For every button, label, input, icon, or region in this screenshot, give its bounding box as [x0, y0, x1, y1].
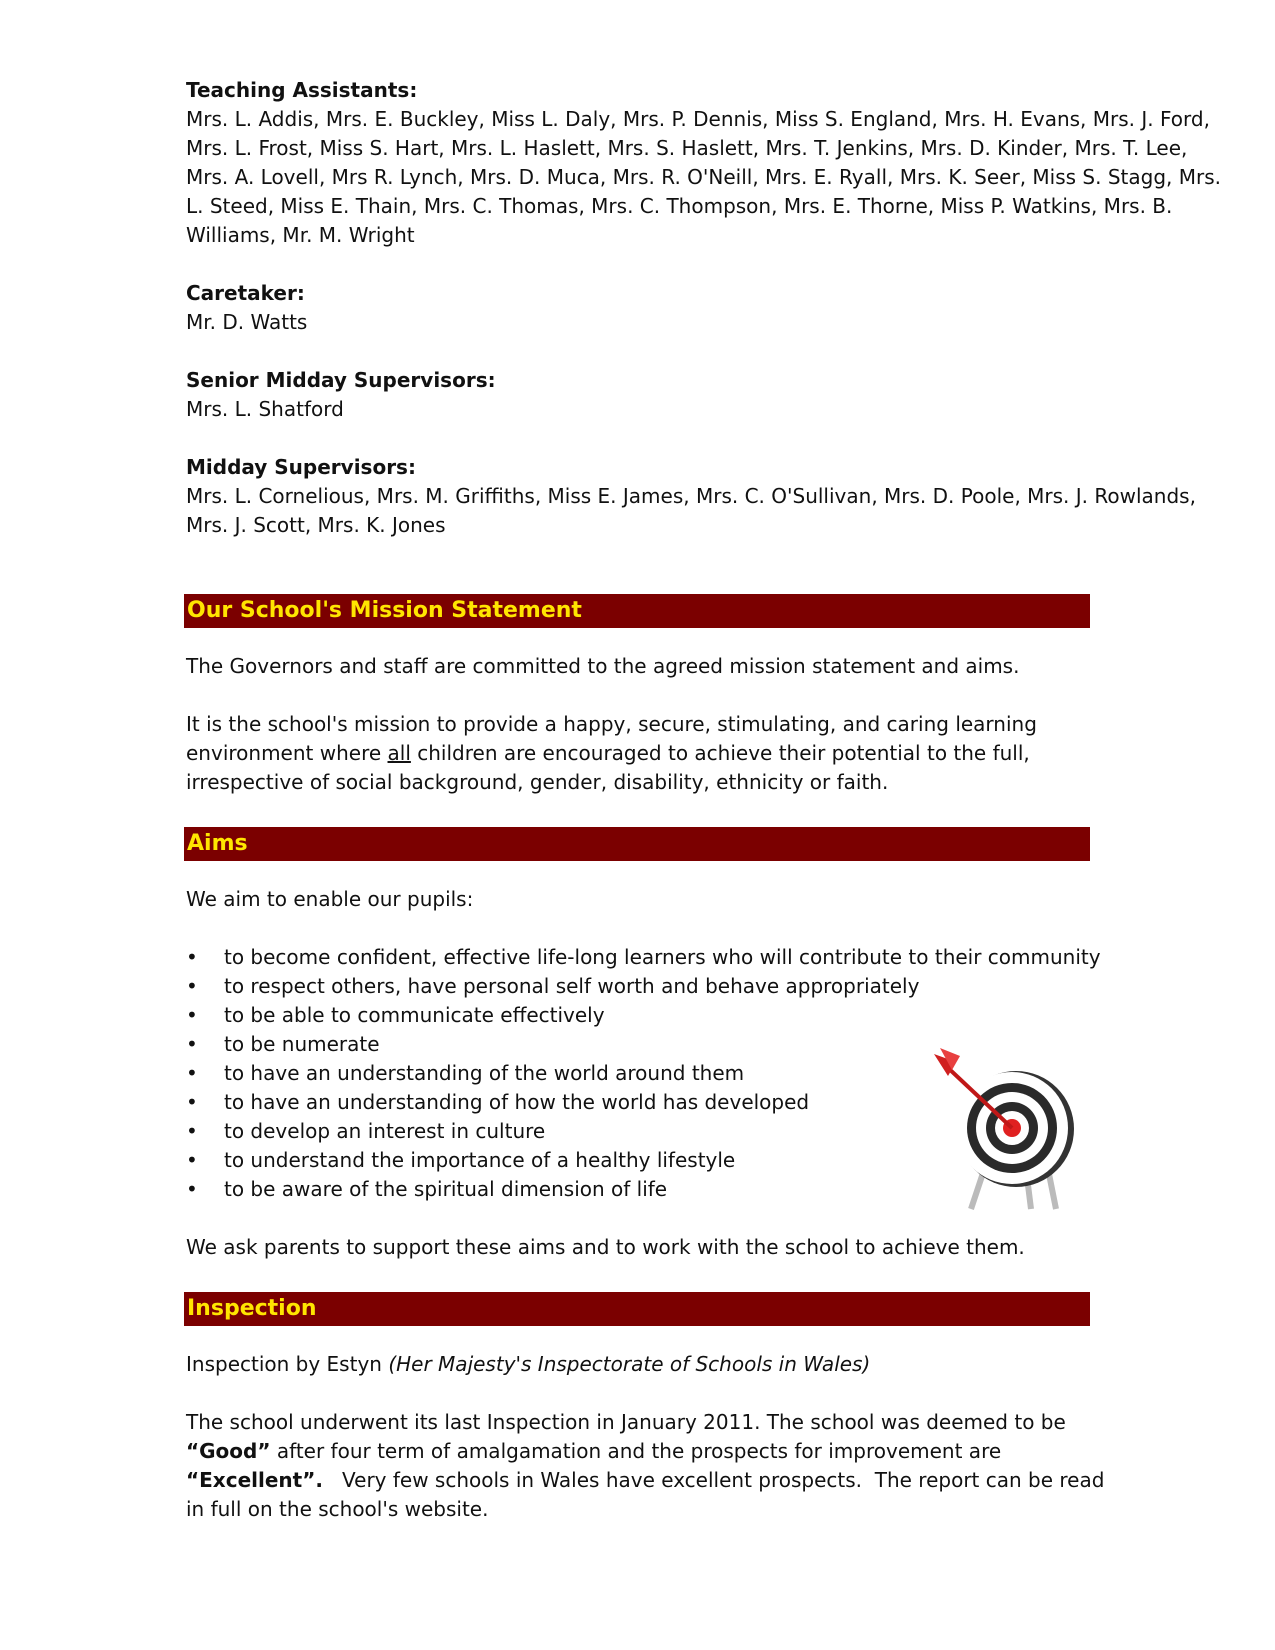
bullet: • — [186, 1119, 198, 1143]
names-line: Mrs. J. Scott, Mrs. K. Jones — [186, 513, 446, 537]
inspection-by — [186, 1350, 1226, 1379]
inspection-by-italic: (Her Majesty's Inspectorate of Schools in Wales) — [388, 1352, 871, 1376]
inspection-line — [186, 1437, 1226, 1466]
bullet: • — [186, 974, 198, 998]
names-line: Mrs. L. Addis, Mrs. E. Buckley, Miss L. Daly, Mrs. P. Dennis, Miss S. England, Mrs. H. Evans, Mrs. J. Ford, — [186, 107, 1210, 131]
bullet: • — [186, 1061, 198, 1085]
mission-text: children are encouraged to achieve their potential to the full, — [410, 741, 1030, 765]
mission-intro: The Governors and staff are committed to the agreed mission statement and aims. — [186, 654, 1020, 678]
mission-line: It is the school's mission to provide a happy, secure, stimulating, and caring learning — [186, 712, 1037, 736]
midday-heading: Midday Supervisors: — [186, 455, 416, 479]
aim-text: to have an understanding of how the world has developed — [224, 1090, 810, 1114]
names-line: Mrs. A. Lovell, Mrs R. Lynch, Mrs. D. Muca, Mrs. R. O'Neill, Mrs. E. Ryall, Mrs. K. Seer, Miss S. Stagg, Mrs. — [186, 165, 1221, 189]
inspection-line — [186, 1466, 1226, 1495]
names-line: Mrs. L. Cornelious, Mrs. M. Griffiths, Miss E. James, Mrs. C. O'Sullivan, Mrs. D. Poole, Mrs. J. Rowlands, — [186, 484, 1196, 508]
document-page — [186, 76, 1226, 1524]
caretaker-names: Mr. D. Watts — [186, 310, 308, 334]
inspection-by-text: Inspection by Estyn — [186, 1352, 389, 1376]
bullet: • — [186, 945, 198, 969]
target-icon — [926, 1044, 1096, 1214]
teaching-assistants-heading: Teaching Assistants: — [186, 78, 418, 102]
inspection-text: Very few schools in Wales have excellent prospects. The report can be read — [322, 1468, 1105, 1492]
caretaker-heading: Caretaker: — [186, 281, 305, 305]
aim-text: to have an understanding of the world around them — [224, 1061, 745, 1085]
list-item — [186, 943, 1226, 972]
inspection-line: in full on the school's website. — [186, 1497, 489, 1521]
bullet: • — [186, 1090, 198, 1114]
mission-statement-band: Our School's Mission Statement — [184, 594, 1090, 628]
mission-text: environment where — [186, 741, 388, 765]
inspection-bold: “Good” — [186, 1439, 271, 1463]
names-line: Mrs. L. Frost, Miss S. Hart, Mrs. L. Haslett, Mrs. S. Haslett, Mrs. T. Jenkins, Mrs. D. Kinder, Mrs. T. Lee, — [186, 136, 1188, 160]
bullet: • — [186, 1032, 198, 1056]
names-line: L. Steed, Miss E. Thain, Mrs. C. Thomas, Mrs. C. Thompson, Mrs. E. Thorne, Miss P. Watkins, Mrs. B. — [186, 194, 1173, 218]
inspection-line: The school underwent its last Inspection in January 2011. The school was deemed to be — [186, 1410, 1066, 1434]
bullet: • — [186, 1177, 198, 1201]
aims-intro: We aim to enable our pupils: — [186, 887, 474, 911]
inspection-band: Inspection — [184, 1292, 1090, 1326]
list-item — [186, 1001, 1226, 1030]
aims-band: Aims — [184, 827, 1090, 861]
aim-text: to respect others, have personal self worth and behave appropriately — [224, 974, 920, 998]
aim-text: to understand the importance of a healthy lifestyle — [224, 1148, 736, 1172]
mission-line — [186, 739, 1226, 768]
bullet: • — [186, 1148, 198, 1172]
list-item — [186, 972, 1226, 1001]
aim-text: to develop an interest in culture — [224, 1119, 546, 1143]
inspection-text: after four term of amalgamation and the prospects for improvement are — [270, 1439, 1002, 1463]
bullet: • — [186, 1003, 198, 1027]
aim-text: to be able to communicate effectively — [224, 1003, 605, 1027]
aims-closing: We ask parents to support these aims and to work with the school to achieve them. — [186, 1235, 1025, 1259]
mission-line: irrespective of social background, gender, disability, ethnicity or faith. — [186, 770, 889, 794]
senior-midday-heading: Senior Midday Supervisors: — [186, 368, 496, 392]
aim-text: to be aware of the spiritual dimension of life — [224, 1177, 668, 1201]
senior-midday-names: Mrs. L. Shatford — [186, 397, 344, 421]
mission-underlined-word: all — [387, 741, 411, 765]
aim-text: to become confident, effective life-long learners who will contribute to their community — [224, 945, 1101, 969]
inspection-bold: “Excellent”. — [186, 1468, 323, 1492]
names-line: Williams, Mr. M. Wright — [186, 223, 415, 247]
aim-text: to be numerate — [224, 1032, 380, 1056]
